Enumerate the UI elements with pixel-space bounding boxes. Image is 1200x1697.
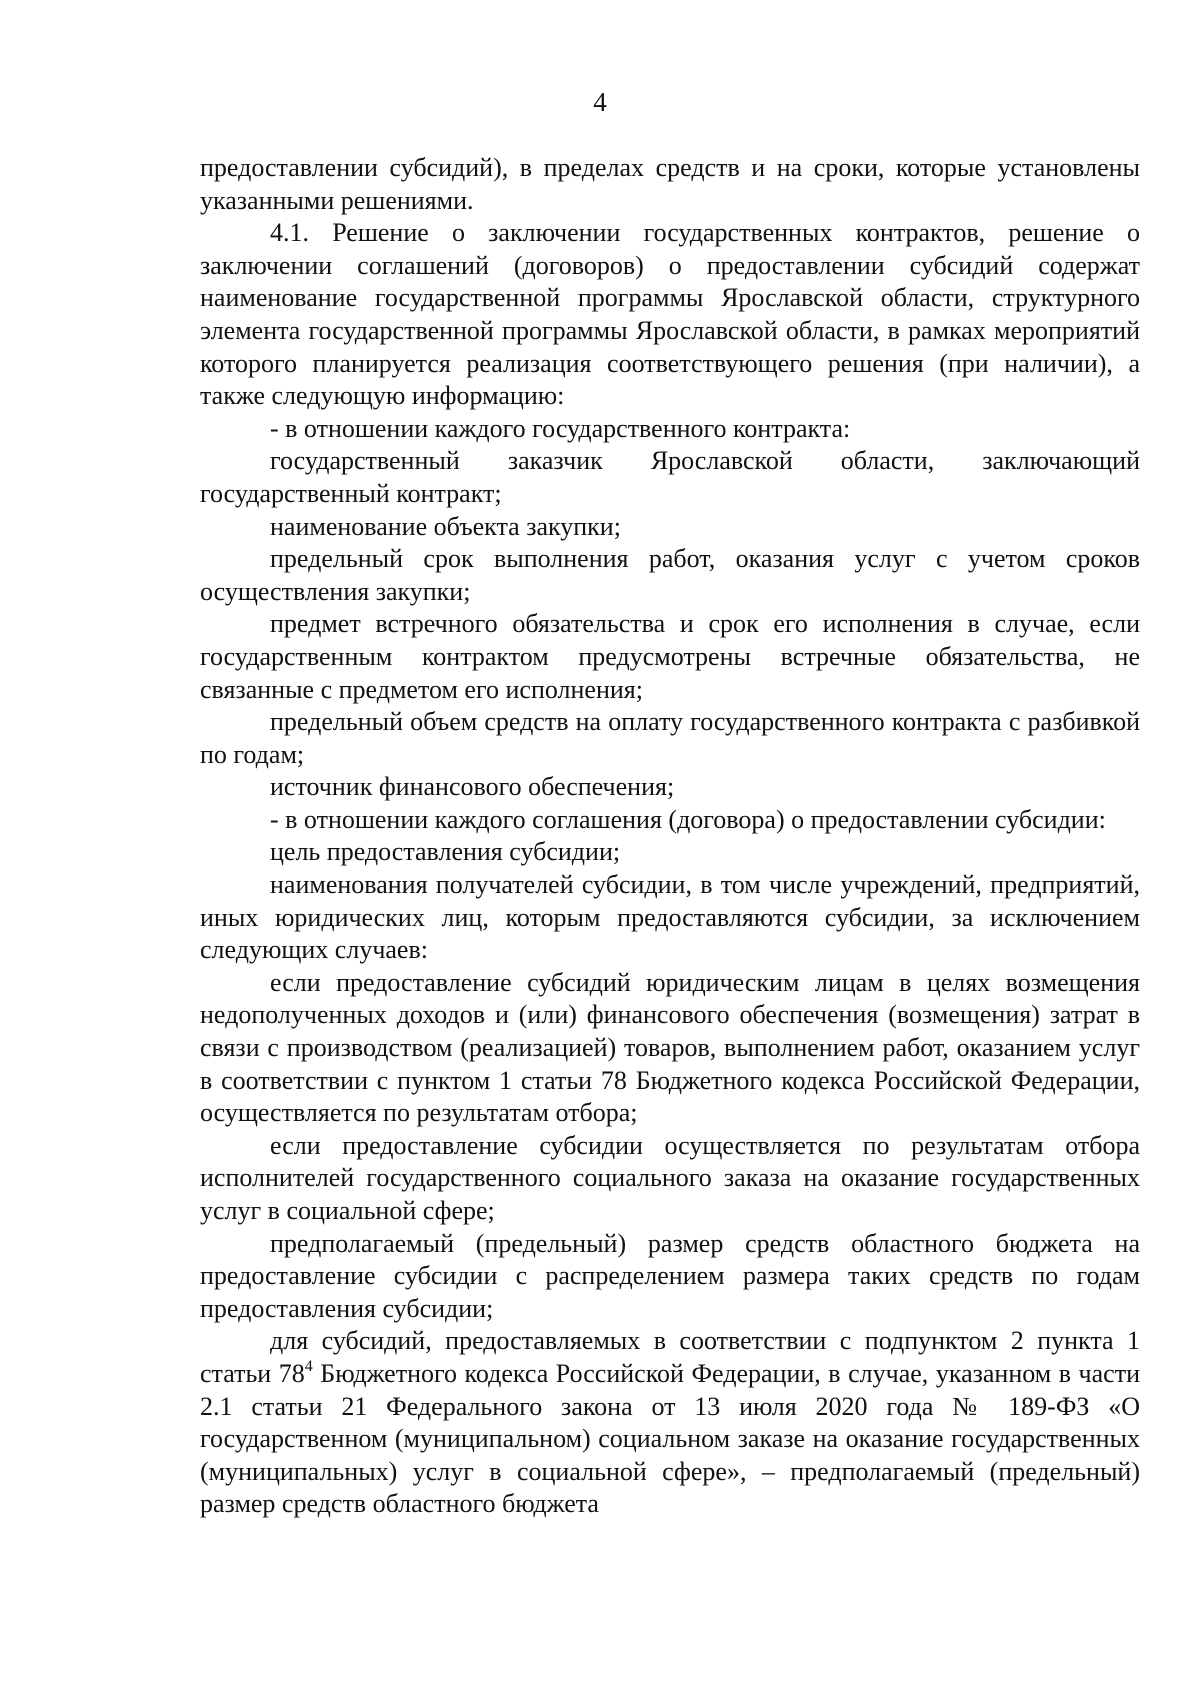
paragraph-deadline: предельный срок выполнения работ, оказания услуг с учетом сроков осуществления закупки; <box>200 544 1140 606</box>
paragraph-agreement-heading: - в отношении каждого соглашения (договора) о предоставлении субсидии: <box>270 804 1106 834</box>
paragraph-subsidies-78-4 <box>200 1325 1140 1521</box>
paragraph-budget-size: предполагаемый (предельный) размер средств областного бюджета на предоставление субсидии с распределением размера таких средств по годам предоставления субсидии; <box>200 1228 1140 1323</box>
page-number: 4 <box>593 87 607 117</box>
paragraph-exception-2: если предоставление субсидии осуществляется по результатам отбора исполнителей государственного социального заказа на оказание государственных услуг в социальной сфере; <box>200 1130 1140 1225</box>
paragraph-text-end: Бюджетного кодекса Российской Федерации, в случае, указанном в части 2.1 статьи 21 Федерального закона от 13 июля 2020 года № 189-ФЗ «О государственном (муниципальном) социальном заказе на оказание государственных (муниципальных) услуг в социальной сфере», – предполагаемый (предельный) размер средств областного бюджета <box>200 1358 1140 1519</box>
paragraph-4-1: 4.1. Решение о заключении государственных контрактов, решение о заключении соглашений (договоров) о предоставлении субсидий содержат наименование государственной программы Ярославской области, структурного элемента государственной программы Ярославской области, в рамках мероприятий которого планируется реализация соответствующего решения (при наличии), а также следующую информацию: <box>200 218 1140 411</box>
paragraph-customer: государственный заказчик Ярославской области, заключающий государственный контракт; <box>200 446 1140 508</box>
document-body <box>200 152 1140 1521</box>
paragraph-subsidy-purpose: цель предоставления субсидии; <box>270 837 621 867</box>
paragraph-recipients: наименования получателей субсидии, в том числе учреждений, предприятий, иных юридических лиц, которым предоставляются субсидии, за исключением следующих случаев: <box>200 870 1140 965</box>
paragraph-exception-1: если предоставление субсидий юридическим лицам в целях возмещения недополученных доходов и (или) финансового обеспечения (возмещения) затрат в связи с производством (реализацией) товаров, выполнением работ, оказанием услуг в соответствии с пунктом 1 статьи 78 Бюджетного кодекса Российской Федерации, осуществляется по результатам отбора; <box>200 967 1140 1128</box>
paragraph-funding-source: источник финансового обеспечения; <box>270 772 675 802</box>
paragraph-contract-heading: - в отношении каждого государственного контракта: <box>270 413 851 443</box>
paragraph-counter-obligation: предмет встречного обязательства и срок его исполнения в случае, если государственным контрактом предусмотрены встречные обязательства, не связанные с предметом его исполнения; <box>200 609 1140 704</box>
paragraph-continuation: предоставлении субсидий), в пределах средств и на сроки, которые установлены указанными решениями. <box>200 153 1140 215</box>
paragraph-procurement-object: наименование объекта закупки; <box>270 511 621 541</box>
paragraph-max-funds: предельный объем средств на оплату государственного контракта с разбивкой по годам; <box>200 707 1140 769</box>
paragraph-text-start: для субсидий, предоставляемых в соответствии с подпунктом 2 пункта 1 статьи 78 <box>200 1326 1140 1388</box>
superscript-4: 4 <box>304 1357 313 1375</box>
